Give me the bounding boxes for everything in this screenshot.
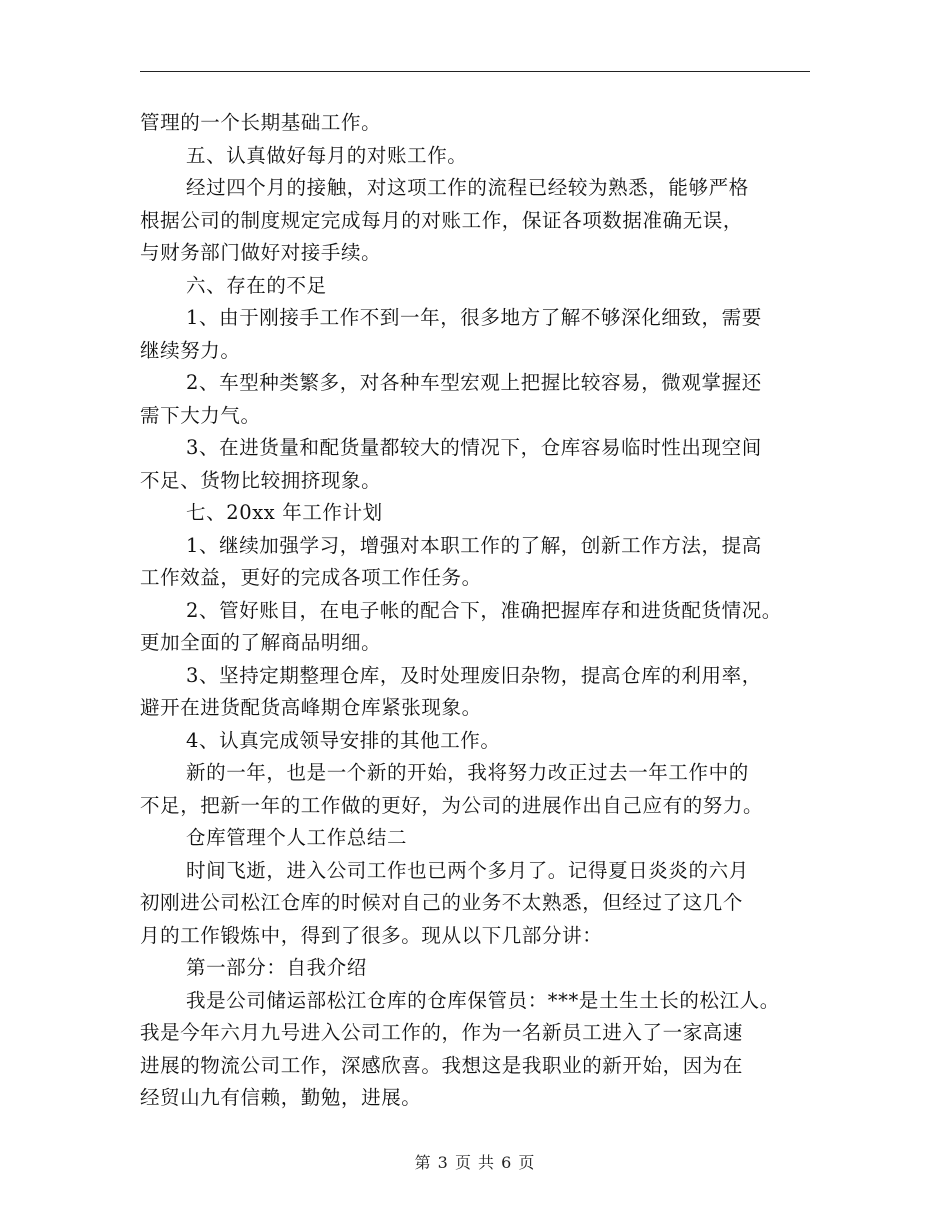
paragraph-line-indented: 时间飞逝，进入公司工作也已两个多月了。记得夏日炎炎的六月	[186, 858, 749, 882]
paragraph-line: 避开在进货配货高峰期仓库紧张现象。	[140, 696, 482, 719]
paragraph-line-indented: 4、认真完成领导安排的其他工作。	[186, 728, 501, 752]
paragraph-line: 我是今年六月九号进入公司工作的，作为一名新员工进入了一家高速	[140, 1021, 744, 1044]
paragraph-line: 初刚进公司松江仓库的时候对自己的业务不太熟悉，但经过了这几个	[140, 891, 744, 914]
document-body	[140, 107, 830, 1115]
paragraph-line: 管理的一个长期基础工作。	[140, 111, 382, 134]
paragraph-line: 不足、货物比较拥挤现象。	[140, 468, 382, 492]
paragraph-line-indented: 1、继续加强学习，增强对本职工作的了解，创新工作方法，提高	[186, 533, 762, 557]
paragraph-line: 继续努力。	[140, 338, 241, 362]
paragraph-line: 工作效益，更好的完成各项工作任务。	[140, 566, 482, 589]
paragraph-line-indented: 第一部分：自我介绍	[186, 956, 367, 979]
paragraph-line-indented: 经过四个月的接触，对这项工作的流程已经较为熟悉，能够严格	[186, 176, 749, 199]
paragraph-line-indented: 3、在进货量和配货量都较大的情况下，仓库容易临时性出现空间	[186, 436, 762, 459]
paragraph-line: 进展的物流公司工作，深感欣喜。我想这是我职业的新开始，因为在	[140, 1053, 744, 1077]
paragraph-line-indented: 我是公司储运部松江仓库的仓库保管员：***是土生土长的松江人。	[186, 988, 780, 1012]
paragraph-line-indented: 1、由于刚接手工作不到一年，很多地方了解不够深化细致，需要	[186, 306, 762, 329]
paragraph-line: 与财务部门做好对接手续。	[140, 241, 382, 264]
paragraph-line-indented: 2、管好账目，在电子帐的配合下，准确把握库存和进货配货情况。	[186, 598, 782, 622]
paragraph-line: 根据公司的制度规定完成每月的对账工作，保证各项数据准确无误，	[140, 208, 744, 232]
header-rule	[140, 71, 810, 72]
paragraph-line-indented: 仓库管理个人工作总结二	[186, 826, 408, 849]
paragraph-line-indented: 3、坚持定期整理仓库，及时处理废旧杂物，提高仓库的利用率，	[186, 663, 762, 687]
paragraph-line-indented: 新的一年，也是一个新的开始，我将努力改正过去一年工作中的	[186, 761, 749, 784]
paragraph-line: 更加全面的了解商品明细。	[140, 631, 382, 654]
paragraph-line-indented: 六、存在的不足	[186, 273, 327, 297]
paragraph-line: 需下大力气。	[140, 403, 261, 427]
page-footer: 第 3 页 共 6 页	[414, 1153, 536, 1172]
paragraph-line: 经贸山九有信赖，勤勉，进展。	[140, 1086, 422, 1109]
paragraph-line: 不足，把新一年的工作做的更好，为公司的进展作出自己应有的努力。	[140, 793, 764, 817]
paragraph-line-indented: 2、车型种类繁多，对各种车型宏观上把握比较容易，微观掌握还	[186, 371, 762, 394]
paragraph-line-indented: 七、20xx 年工作计划	[186, 501, 383, 524]
paragraph-line: 月的工作锻炼中，得到了很多。现从以下几部分讲：	[140, 923, 603, 947]
paragraph-line-indented: 五、认真做好每月的对账工作。	[186, 143, 468, 167]
